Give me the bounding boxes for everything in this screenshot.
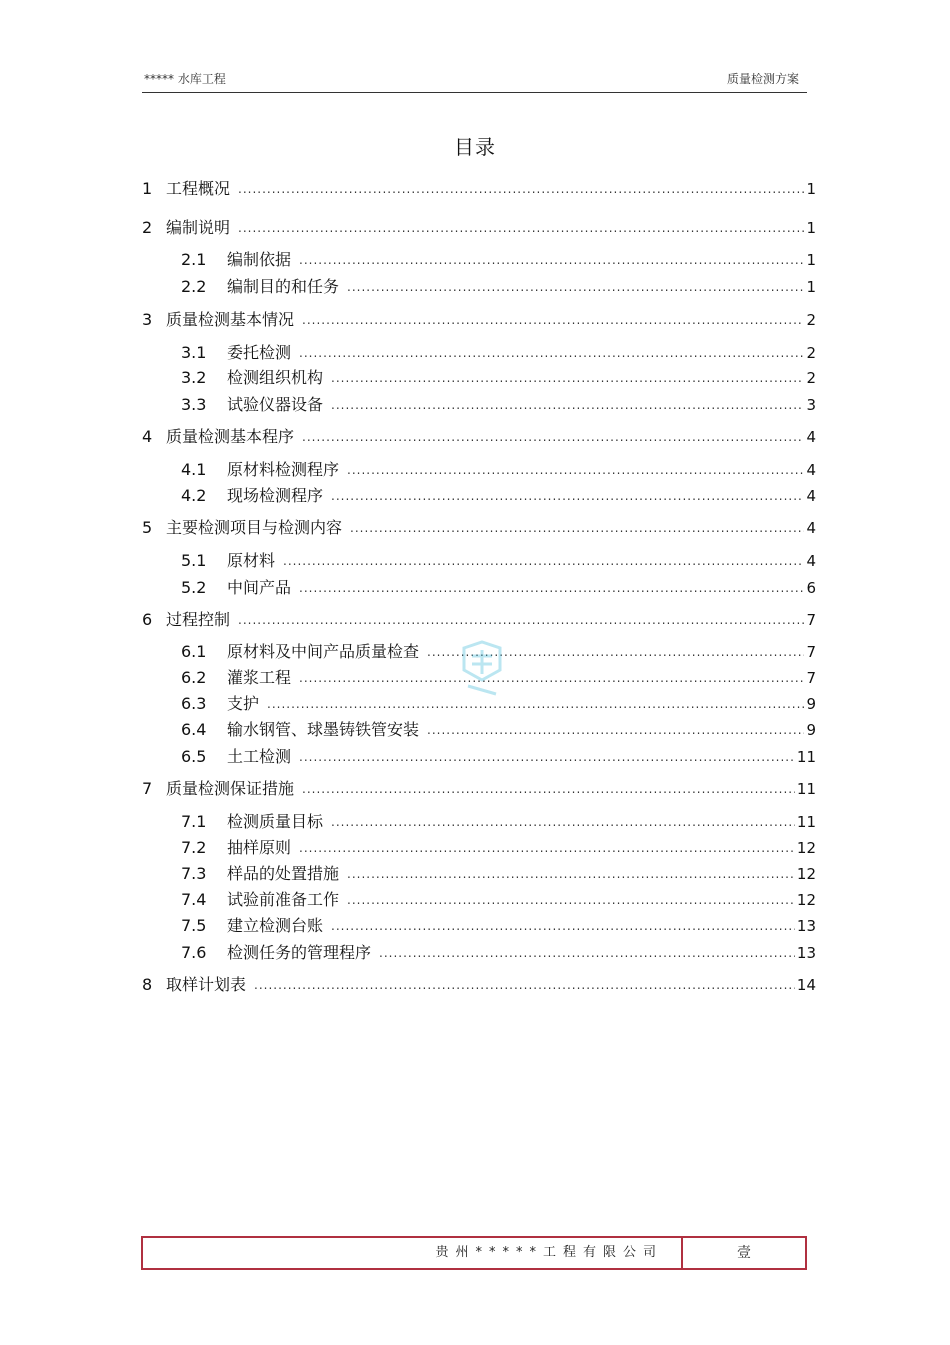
toc-entry-title: 中间产品 — [227, 578, 292, 597]
toc-dot-leader — [302, 781, 795, 797]
toc-entry[interactable] — [142, 178, 816, 200]
header-project-name: ***** 水库工程 — [144, 72, 226, 86]
toc-entry-title: 输水钢管、球墨铸铁管安装 — [227, 720, 420, 739]
toc-entry-page: 4 — [806, 487, 816, 505]
footer-company-name: 贵州*****工程有限公司 — [143, 1238, 683, 1268]
toc-entry-page: 13 — [796, 917, 816, 935]
toc-entry-title: 委托检测 — [227, 343, 292, 362]
toc-entry-number: 7.1 — [181, 812, 207, 831]
toc-entry-number: 3.3 — [181, 395, 207, 414]
toc-entry-page: 11 — [796, 748, 816, 766]
toc-entry-number: 6 — [142, 610, 153, 629]
toc-entry-title: 建立检测台账 — [227, 916, 324, 935]
toc-entry-page: 14 — [796, 976, 816, 994]
toc-entry[interactable] — [181, 276, 816, 298]
toc-entry-number: 4.1 — [181, 460, 207, 479]
toc-entry-title: 质量检测基本情况 — [166, 310, 295, 329]
toc-entry-title: 试验仪器设备 — [227, 395, 324, 414]
toc-dot-leader — [299, 580, 804, 596]
toc-entry-page: 4 — [806, 519, 816, 537]
toc-dot-leader — [238, 220, 804, 236]
toc-entry-title: 试验前准备工作 — [227, 890, 340, 909]
toc-entry[interactable] — [181, 459, 816, 481]
toc-entry-number: 7 — [142, 779, 153, 798]
toc-entry-number: 3.2 — [181, 368, 207, 387]
toc-entry-page: 2 — [806, 369, 816, 387]
toc-dot-leader — [299, 345, 804, 361]
toc-entry-number: 2.2 — [181, 277, 207, 296]
toc-entry-page: 1 — [806, 180, 816, 198]
toc-entry[interactable] — [181, 485, 816, 507]
header-document-type: 质量检测方案 — [726, 72, 799, 86]
toc-dot-leader — [254, 977, 795, 993]
toc-entry-number: 7.2 — [181, 838, 207, 857]
toc-entry-title: 灌浆工程 — [227, 668, 292, 687]
toc-entry-number: 6.2 — [181, 668, 207, 687]
toc-dot-leader — [347, 892, 795, 908]
toc-dot-leader — [299, 670, 804, 686]
toc-entry[interactable] — [142, 517, 816, 539]
toc-entry[interactable] — [181, 915, 816, 937]
toc-entry[interactable] — [142, 778, 816, 800]
toc-entry-title: 质量检测基本程序 — [166, 427, 295, 446]
toc-dot-leader — [350, 520, 804, 536]
toc-entry-title: 原材料检测程序 — [227, 460, 340, 479]
toc-entry-page: 4 — [806, 552, 816, 570]
toc-entry-title: 编制目的和任务 — [227, 277, 340, 296]
toc-entry[interactable] — [181, 342, 816, 364]
toc-entry[interactable] — [142, 309, 816, 331]
toc-entry-number: 7.3 — [181, 864, 207, 883]
toc-entry-page: 2 — [806, 344, 816, 362]
toc-dot-leader — [302, 429, 804, 445]
toc-entry-title: 编制依据 — [227, 250, 292, 269]
toc-entry-number: 2.1 — [181, 250, 207, 269]
toc-dot-leader — [331, 814, 795, 830]
toc-entry-title: 抽样原则 — [227, 838, 292, 857]
toc-entry-number: 7.5 — [181, 916, 207, 935]
toc-entry[interactable] — [181, 811, 816, 833]
toc-entry-title: 原材料 — [227, 551, 276, 570]
toc-entry-page: 12 — [796, 891, 816, 909]
toc-entry-page: 9 — [806, 695, 816, 713]
toc-entry[interactable] — [181, 577, 816, 599]
toc-entry-number: 7.6 — [181, 943, 207, 962]
toc-entry-title: 过程控制 — [166, 610, 231, 629]
toc-entry-page: 2 — [806, 311, 816, 329]
watermark-logo-icon — [458, 640, 506, 696]
toc-entry-title: 检测组织机构 — [227, 368, 324, 387]
toc-entry-page: 1 — [806, 219, 816, 237]
toc-dot-leader — [347, 462, 804, 478]
toc-dot-leader — [302, 312, 804, 328]
toc-entry-page: 6 — [806, 579, 816, 597]
toc-entry-page: 4 — [806, 461, 816, 479]
toc-entry-page: 7 — [806, 643, 816, 661]
toc-entry-page: 11 — [796, 813, 816, 831]
toc-entry-page: 1 — [806, 278, 816, 296]
toc-entry-title: 原材料及中间产品质量检查 — [227, 642, 420, 661]
toc-entry-title: 现场检测程序 — [227, 486, 324, 505]
toc-entry-page: 9 — [806, 721, 816, 739]
toc-entry[interactable] — [181, 693, 816, 715]
toc-entry-number: 4.2 — [181, 486, 207, 505]
toc-entry-number: 5.1 — [181, 551, 207, 570]
toc-entry-page: 12 — [796, 865, 816, 883]
toc-entry-page: 12 — [796, 839, 816, 857]
toc-entry-number: 6.3 — [181, 694, 207, 713]
page-footer — [141, 1236, 807, 1270]
toc-entry-title: 编制说明 — [166, 218, 231, 237]
toc-entry-title: 检测任务的管理程序 — [227, 943, 372, 962]
toc-dot-leader — [379, 945, 795, 961]
toc-entry[interactable] — [181, 942, 816, 964]
toc-entry-number: 5.2 — [181, 578, 207, 597]
toc-entry-number: 4 — [142, 427, 153, 446]
toc-entry-page: 1 — [806, 251, 816, 269]
toc-dot-leader — [238, 181, 804, 197]
toc-entry-title: 土工检测 — [227, 747, 292, 766]
toc-entry-number: 5 — [142, 518, 153, 537]
toc-entry-number: 6.1 — [181, 642, 207, 661]
toc-entry-title: 支护 — [227, 694, 260, 713]
toc-dot-leader — [267, 696, 804, 712]
toc-entry-page: 3 — [806, 396, 816, 414]
toc-entry-title: 取样计划表 — [166, 975, 247, 994]
toc-entry[interactable] — [181, 889, 816, 911]
toc-entry-number: 6.4 — [181, 720, 207, 739]
toc-entry[interactable] — [181, 394, 816, 416]
toc-entry-number: 3.1 — [181, 343, 207, 362]
toc-dot-leader — [347, 279, 804, 295]
footer-page-number: 壹 — [737, 1245, 751, 1261]
toc-entry-number: 8 — [142, 975, 153, 994]
toc-entry-page: 11 — [796, 780, 816, 798]
toc-entry[interactable] — [142, 426, 816, 448]
toc-entry-title: 主要检测项目与检测内容 — [166, 518, 343, 537]
toc-entry-title: 工程概况 — [166, 179, 231, 198]
toc-entry[interactable] — [181, 837, 816, 859]
toc-entry[interactable] — [142, 609, 816, 631]
toc-entry[interactable] — [181, 249, 816, 271]
toc-entry-page: 4 — [806, 428, 816, 446]
toc-entry-number: 3 — [142, 310, 153, 329]
toc-entry[interactable] — [142, 217, 816, 239]
toc-entry-title: 样品的处置措施 — [227, 864, 340, 883]
toc-entry-number: 1 — [142, 179, 153, 198]
toc-entry-title: 质量检测保证措施 — [166, 779, 295, 798]
toc-entry-page: 7 — [806, 611, 816, 629]
toc-entry-number: 7.4 — [181, 890, 207, 909]
toc-dot-leader — [427, 722, 804, 738]
toc-entry-number: 2 — [142, 218, 153, 237]
toc-dot-leader — [331, 488, 804, 504]
toc-dot-leader — [238, 612, 804, 628]
toc-entry[interactable] — [181, 550, 816, 572]
page-title: 目录 — [454, 135, 496, 159]
toc-entry-page: 7 — [806, 669, 816, 687]
toc-dot-leader — [331, 397, 804, 413]
toc-entry[interactable] — [181, 863, 816, 885]
toc-dot-leader — [283, 553, 804, 569]
toc-dot-leader — [299, 749, 795, 765]
toc-entry[interactable] — [181, 719, 816, 741]
toc-dot-leader — [331, 918, 795, 934]
toc-dot-leader — [347, 866, 795, 882]
toc-dot-leader — [299, 840, 795, 856]
toc-dot-leader — [299, 252, 804, 268]
toc-entry-number: 6.5 — [181, 747, 207, 766]
toc-dot-leader — [331, 370, 804, 386]
toc-entry-title: 检测质量目标 — [227, 812, 324, 831]
toc-entry[interactable] — [142, 974, 816, 996]
toc-entry[interactable] — [181, 746, 816, 768]
toc-entry-page: 13 — [796, 944, 816, 962]
toc-entry[interactable] — [181, 367, 816, 389]
